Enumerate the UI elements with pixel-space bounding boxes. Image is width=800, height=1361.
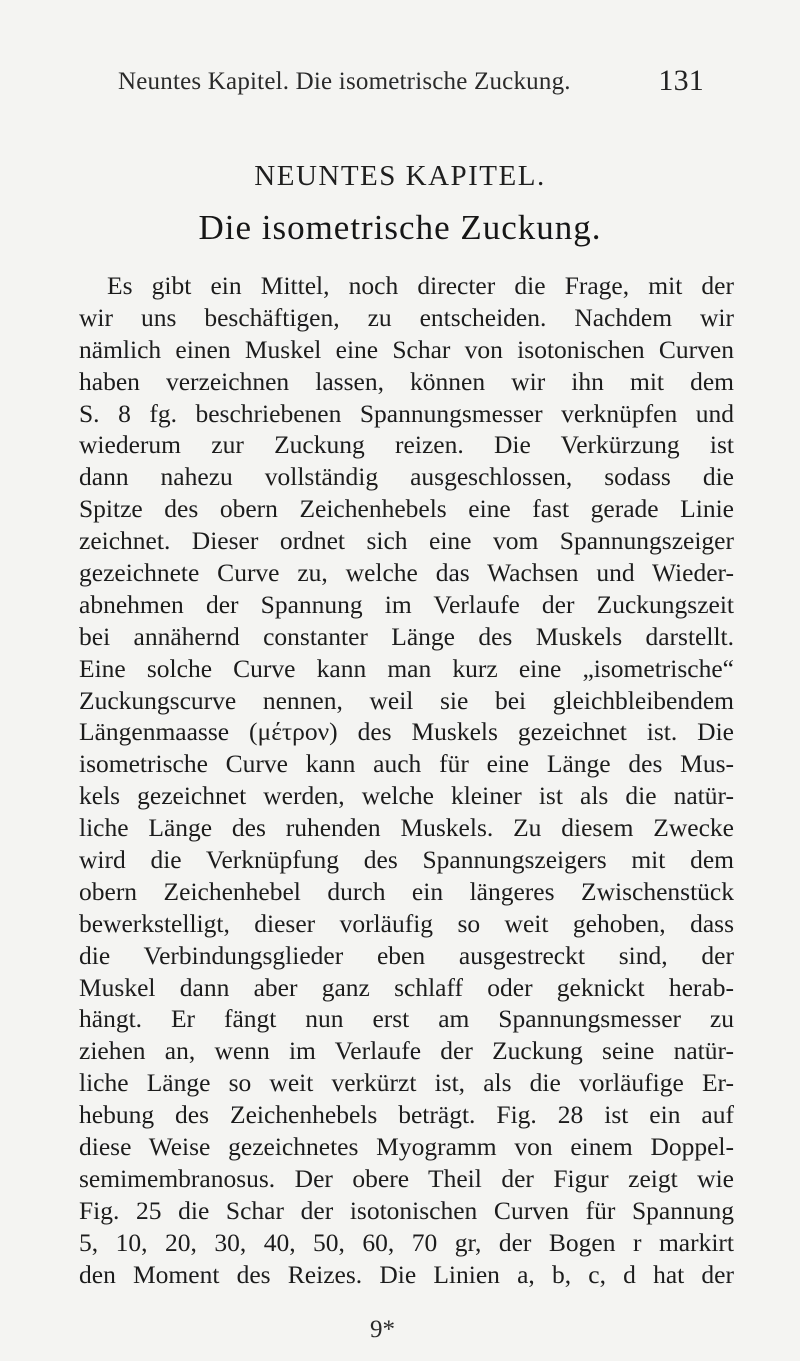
text-line: Muskel dann aber ganz schlaff oder geknickt herab- [79,972,734,1002]
text-line: isometrische Curve kann auch für eine Länge des Mus- [79,749,734,779]
text-line: hebung des Zeichenhebels beträgt. Fig. 28 ist ein auf [79,1100,734,1130]
text-line: hängt. Er fängt nun erst am Spannungsmesser zu [79,1004,734,1034]
text-line: wiederum zur Zuckung reizen. Die Verkürzung ist [79,430,734,460]
text-line: kels gezeichnet werden, welche kleiner ist als die natür- [79,781,734,811]
text-line: semimembranosus. Der obere Theil der Figur zeigt wie [79,1163,734,1193]
text-line: gezeichnete Curve zu, welche das Wachsen und Wieder- [79,558,734,588]
text-line: abnehmen der Spannung im Verlaufe der Zuckungszeit [79,589,734,619]
text-line: wird die Verknüpfung des Spannungszeigers mit dem [79,845,734,875]
text-line: Längenmaasse (μέτρον) des Muskels gezeichnet ist. Die [79,717,734,747]
text-line: Spitze des obern Zeichenhebels eine fast gerade Linie [79,494,734,524]
text-line: liche Länge so weit verkürzt ist, als die vorläufige Er- [79,1068,734,1098]
text-line: diese Weise gezeichnetes Myogramm von einem Doppel- [79,1132,734,1162]
text-line: Zuckungscurve nennen, weil sie bei gleichbleibendem [79,685,734,715]
running-head [118,64,704,104]
text-line: ziehen an, wenn im Verlaufe der Zuckung seine natür- [79,1036,734,1066]
text-line: obern Zeichenhebel durch ein längeres Zwischenstück [79,876,734,906]
text-line: wir uns beschäftigen, zu entscheiden. Nachdem wir [79,302,734,332]
chapter-heading: NEUNTES KAPITEL. [254,160,546,192]
text-line: bei annähernd constanter Länge des Muskels darstellt. [79,621,734,651]
text-line: bewerkstelligt, dieser vorläufig so weit gehoben, dass [79,908,734,938]
chapter-title: Die isometrische Zuckung. [198,208,602,247]
text-line: zeichnet. Dieser ordnet sich eine vom Spannungszeiger [79,526,734,556]
text-line: die Verbindungsglieder eben ausgestreckt sind, der [79,940,734,970]
text-line: dann nahezu vollständig ausgeschlossen, sodass die [79,462,734,492]
text-line: nämlich einen Muskel eine Schar von isotonischen Curven [79,334,734,364]
text-line: den Moment des Reizes. Die Linien a, b, c, d hat der [79,1259,734,1289]
signature-mark: 9* [370,1316,395,1343]
text-line: haben verzeichnen lassen, können wir ihn mit dem [79,366,734,396]
text-line: liche Länge des ruhenden Muskels. Zu diesem Zwecke [79,813,734,843]
body-paragraph [79,270,734,1291]
text-line: 5, 10, 20, 30, 40, 50, 60, 70 gr, der Bogen r markirt [79,1227,734,1257]
page-number: 131 [658,64,704,97]
text-line: S. 8 fg. beschriebenen Spannungsmesser verknüpfen und [79,398,734,428]
text-line: Es gibt ein Mittel, noch directer die Frage, mit der [107,271,734,300]
text-line: Eine solche Curve kann man kurz eine „isometrische“ [79,653,734,683]
text-line: Fig. 25 die Schar der isotonischen Curven für Spannung [79,1195,734,1225]
running-title: Neuntes Kapitel. Die isometrische Zuckung. [118,68,571,95]
